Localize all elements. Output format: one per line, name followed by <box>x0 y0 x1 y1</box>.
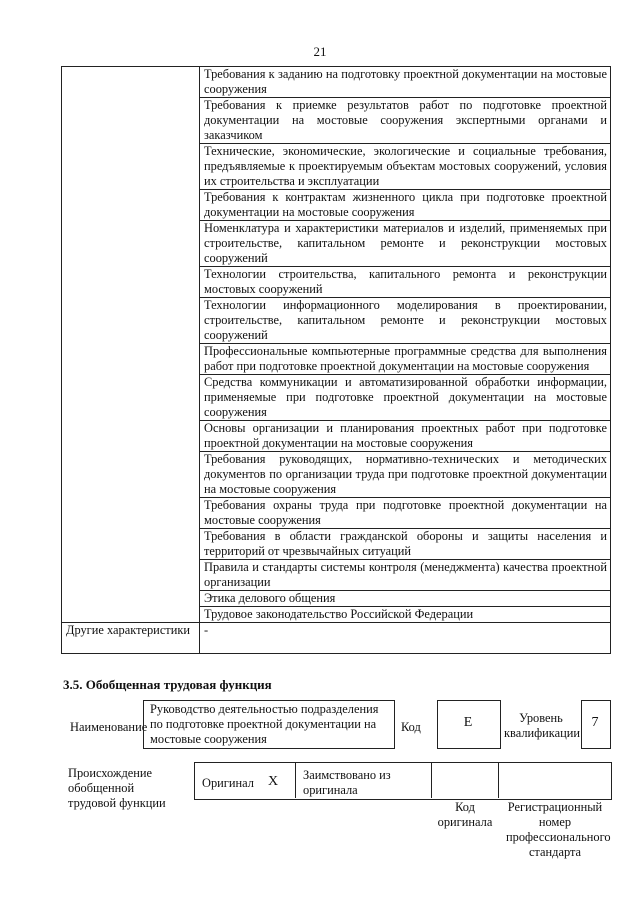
requirement-item: Требования в области гражданской обороны и защиты населения и территорий от чрезвычайных ситуаций <box>200 529 611 560</box>
original-label: Оригинал <box>202 776 254 790</box>
requirements-table <box>61 66 611 654</box>
requirement-item: Требования к приемке результатов работ по подготовке проектной документации на мостовые сооружения экспертными органами и заказчиком <box>200 98 611 144</box>
requirement-item: Требования руководящих, нормативно-технических и методических документов по организации труда при подготовке проектной документации на мостовые сооружения <box>200 452 611 498</box>
requirement-item: Требования к заданию на подготовку проектной документации на мостовые сооружения <box>200 67 611 98</box>
origin-label: Происхождение обобщенной трудовой функции <box>68 766 166 810</box>
origin-divider-3 <box>498 762 499 798</box>
requirement-item: Этика делового общения <box>200 591 611 607</box>
requirement-item: Требования к контрактам жизненного цикла при подготовке проектной документации на мостовые сооружения <box>200 190 611 221</box>
level-value: 7 <box>591 715 599 730</box>
name-label: Наименование <box>70 720 148 734</box>
requirement-item: Технические, экономические, экологические и социальные требования, предъявляемые к проектируемым объектам мостовых сооружений, условия их строительства и эксплуатации <box>200 144 611 190</box>
requirement-item: Средства коммуникации и автоматизированной обработки информации, применяемые при подготовке проектной документации на мостовые сооружения <box>200 375 611 421</box>
code-label: Код <box>401 720 421 734</box>
requirement-item: Технологии информационного моделирования в проектировании, строительстве, капитальном ремонте и реконструкции мостовых сооружений <box>200 298 611 344</box>
other-characteristics-value: - <box>200 623 611 654</box>
requirement-item: Номенклатура и характеристики материалов и изделий, применяемых при строительстве, капитальном ремонте и реконструкции мостовых сооружений <box>200 221 611 267</box>
other-characteristics-row <box>62 623 611 654</box>
requirement-item: Технологии строительства, капитального ремонта и реконструкции мостовых сооружений <box>200 267 611 298</box>
requirement-item: Требования охраны труда при подготовке проектной документации на мостовые сооружения <box>200 498 611 529</box>
original-mark: X <box>268 774 279 789</box>
borrowed-label: Заимствовано из оригинала <box>303 768 391 797</box>
level-label: Уровень квалификации <box>504 711 581 740</box>
section-title: 3.5. Обобщенная трудовая функция <box>63 677 272 692</box>
requirement-row <box>62 67 611 98</box>
page-number: 21 <box>313 44 327 59</box>
code-value: E <box>463 715 473 730</box>
origin-divider-2 <box>431 762 432 798</box>
requirement-item: Профессиональные компьютерные программные средства для выполнения работ при подготовке проектной документации на мостовые сооружения <box>200 344 611 375</box>
requirement-item: Основы организации и планирования проектных работ при подготовке проектной документации на мостовые сооружения <box>200 421 611 452</box>
name-value: Руководство деятельностью подразделения по подготовке проектной документации на мостовые сооружения <box>150 702 379 746</box>
requirement-item: Трудовое законодательство Российской Федерации <box>200 607 611 623</box>
requirements-left-cell <box>62 67 200 623</box>
reg-number-caption: Регистрационный номер профессионального стандарта <box>506 800 611 859</box>
code-original-caption: Код оригинала <box>437 800 493 829</box>
other-characteristics-label: Другие характеристики <box>62 623 200 654</box>
requirement-item: Правила и стандарты системы контроля (менеджмента) качества проектной организации <box>200 560 611 591</box>
origin-divider-1 <box>295 762 296 798</box>
